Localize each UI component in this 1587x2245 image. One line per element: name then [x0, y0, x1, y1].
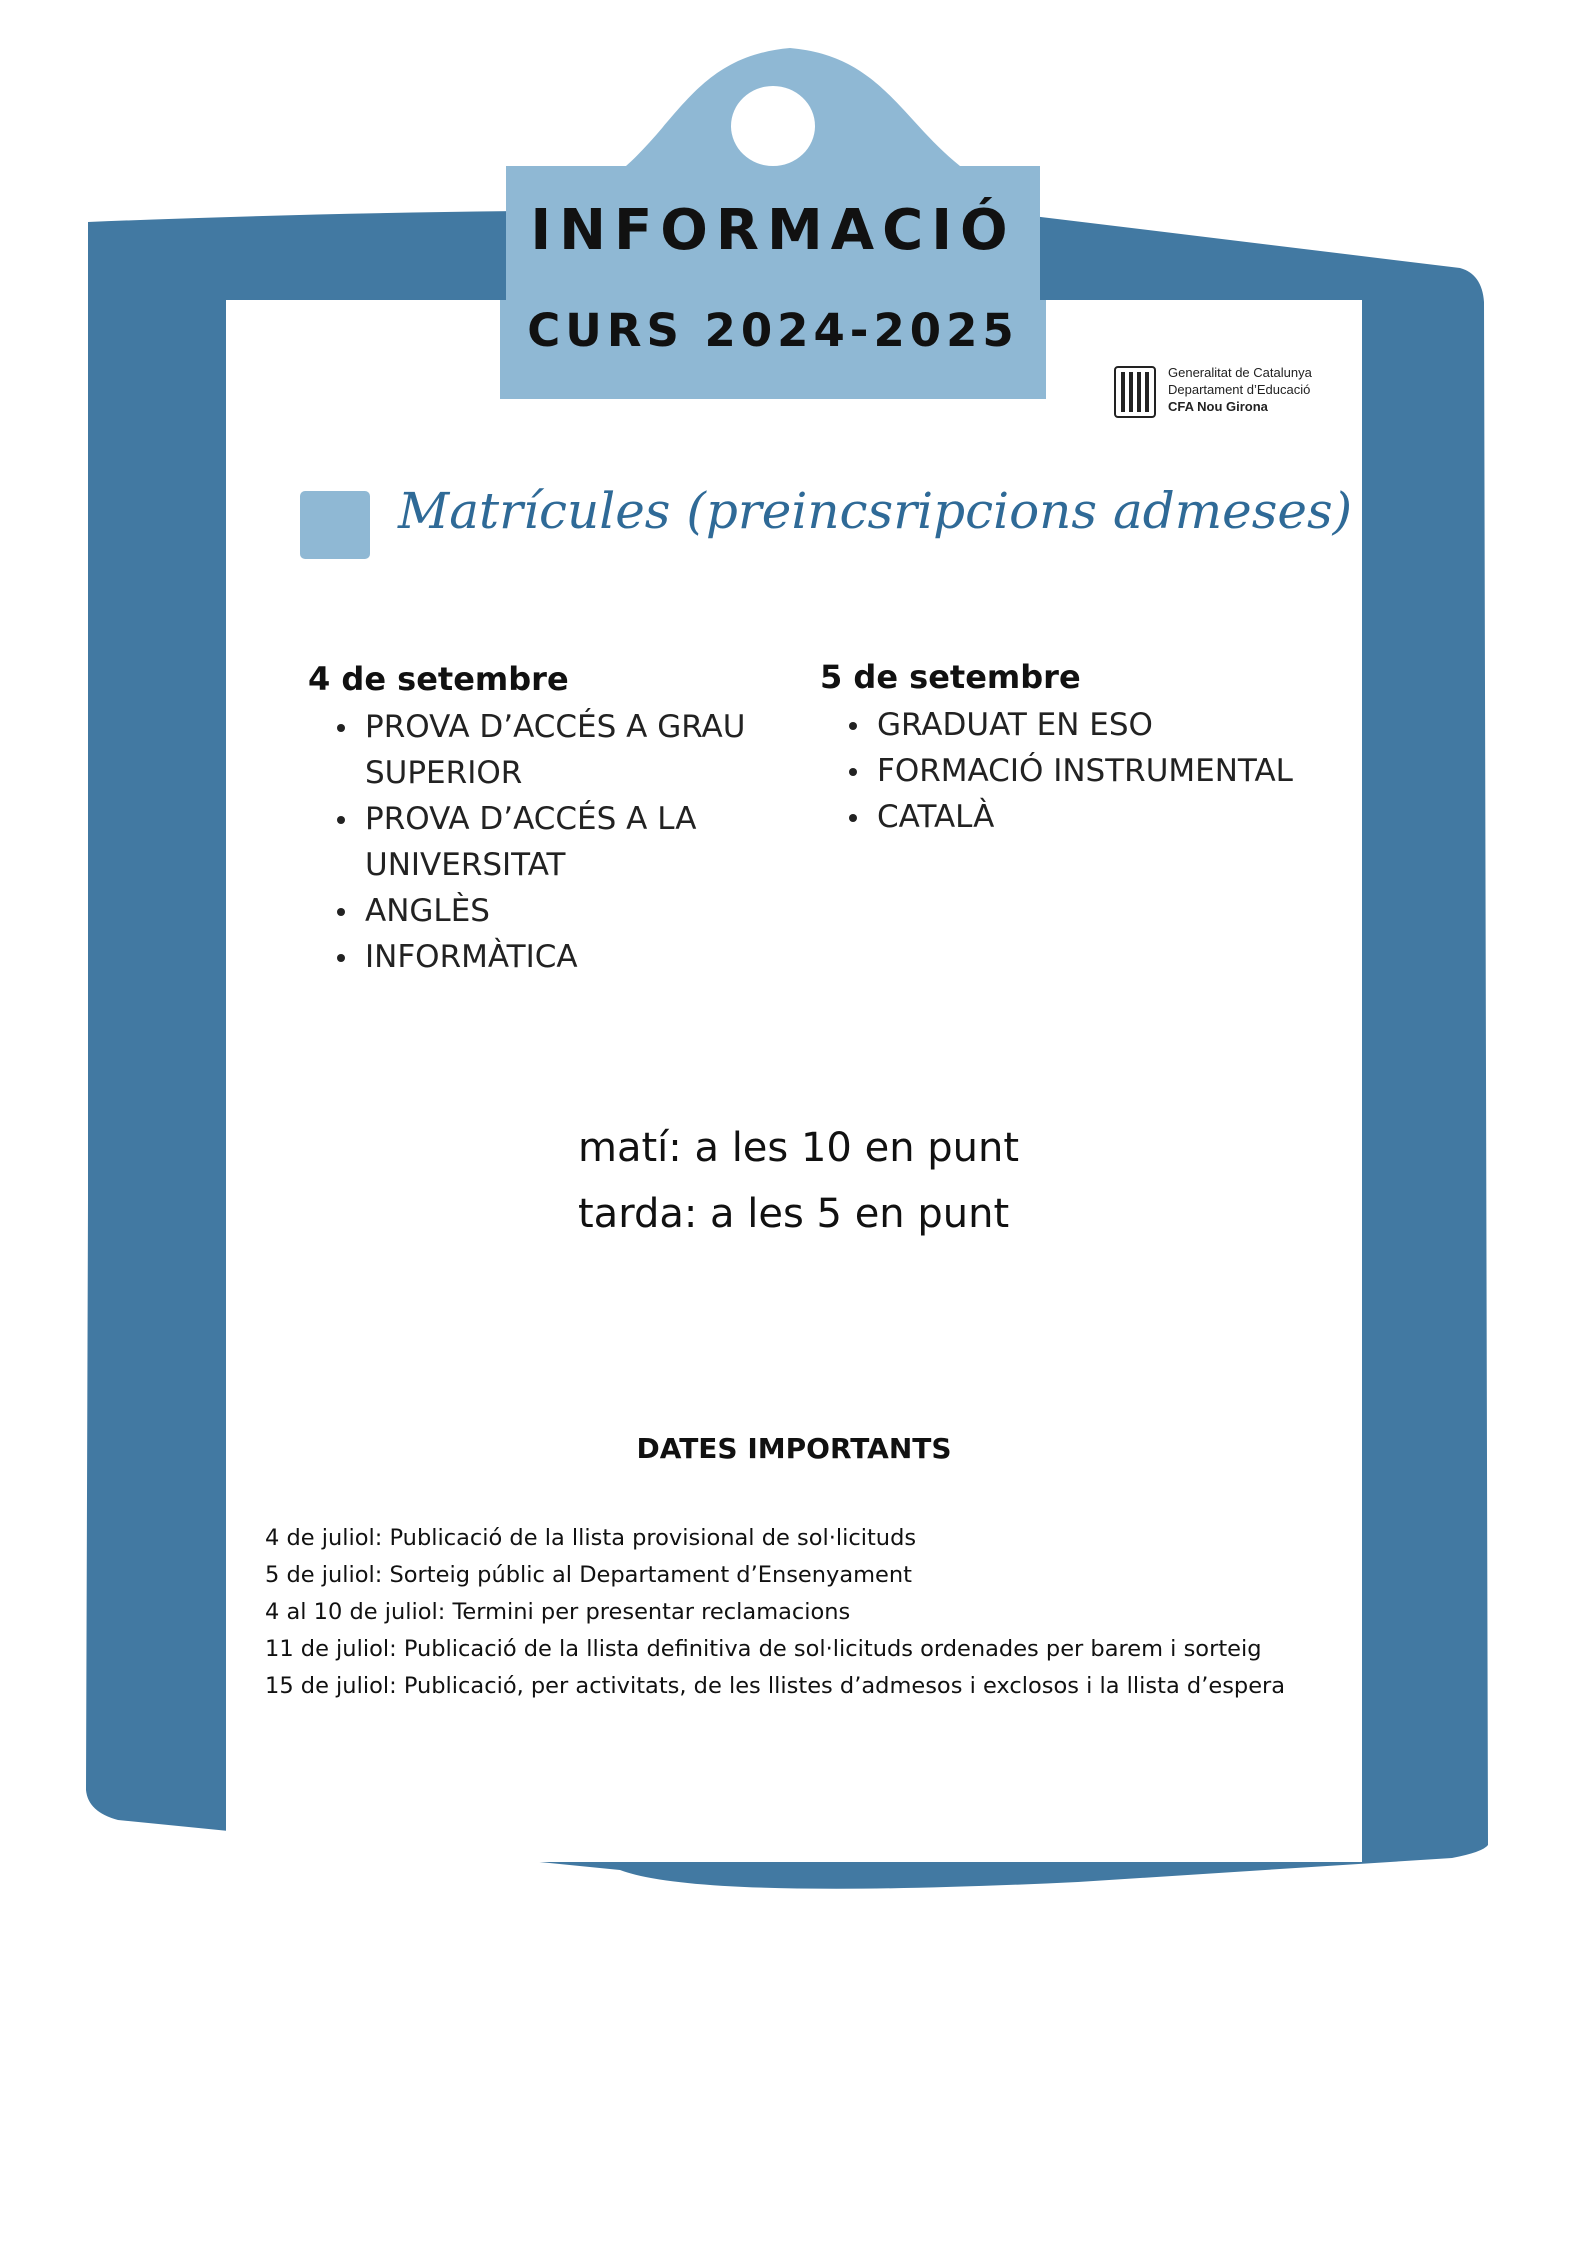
clip-hole — [731, 86, 815, 166]
generalitat-shield-icon — [1114, 366, 1156, 418]
date-item: 15 de juliol: Publicació, per activitats, de les llistes d’admesos i exclosos i la llista d’espera — [265, 1673, 1286, 1699]
page-title: INFORMACIÓ — [530, 198, 1016, 263]
list-item: INFORMÀTICA — [365, 934, 758, 980]
list-item: CATALÀ — [877, 794, 1320, 840]
schedule-left-date: 4 de setembre — [308, 660, 569, 698]
list-item: ANGLÈS — [365, 888, 758, 934]
list-item: PROVA D’ACCÉS A GRAU SUPERIOR — [365, 704, 758, 796]
date-item: 11 de juliol: Publicació de la llista definitiva de sol·licituds ordenades per barem i sorteig — [265, 1636, 1262, 1662]
institution-logo — [1114, 364, 1334, 420]
list-item: FORMACIÓ INSTRUMENTAL — [877, 748, 1320, 794]
important-dates-title: DATES IMPORTANTS — [636, 1432, 952, 1465]
date-item: 4 al 10 de juliol: Termini per presentar reclamacions — [265, 1599, 851, 1625]
times-block — [578, 1115, 1019, 1247]
list-item: PROVA D’ACCÉS A LA UNIVERSITAT — [365, 796, 758, 888]
schedule-right-list — [820, 702, 1320, 840]
logo-line-3: CFA Nou Girona — [1168, 399, 1268, 414]
date-item: 4 de juliol: Publicació de la llista provisional de sol·licituds — [265, 1525, 917, 1551]
schedule-left — [308, 660, 758, 980]
logo-line-2: Departament d’Educació — [1168, 382, 1311, 397]
date-item: 5 de juliol: Sorteig públic al Departament d’Ensenyament — [265, 1562, 912, 1588]
schedule-right — [820, 658, 1320, 840]
schedule-left-list — [308, 704, 758, 980]
section-marker — [300, 491, 370, 559]
schedule-right-date: 5 de setembre — [820, 658, 1081, 696]
page-subtitle: CURS 2024-2025 — [527, 304, 1019, 357]
time-afternoon: tarda: a les 5 en punt — [578, 1191, 1010, 1237]
time-morning: matí: a les 10 en punt — [578, 1125, 1020, 1171]
list-item: GRADUAT EN ESO — [877, 702, 1320, 748]
logo-line-1: Generalitat de Catalunya — [1168, 365, 1312, 380]
section-title: Matrícules (preincsripcions admeses) — [398, 482, 1353, 540]
important-dates-list — [265, 1520, 1285, 1705]
